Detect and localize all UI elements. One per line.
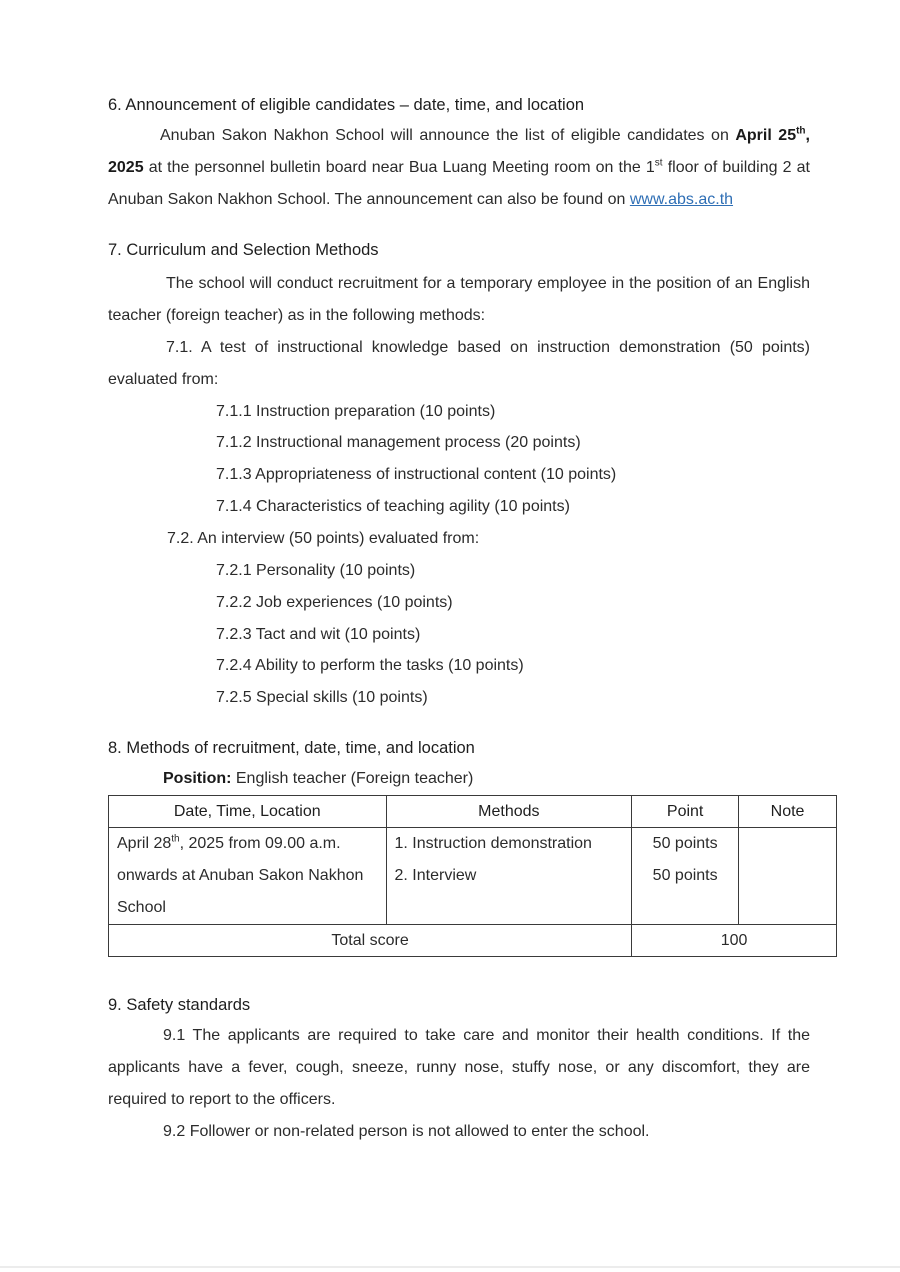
announce-date: April 25th, 2025 xyxy=(108,125,810,176)
table-header-row xyxy=(109,796,837,828)
safety-9-1: 9.1 The applicants are required to take care and monitor their health conditions. If the applicants have a fever, cough, sneeze, runny nose, stuffy nose, or any discomfort, they are required to report to the officers. xyxy=(108,1027,810,1108)
table-total-row xyxy=(109,925,837,957)
note-cell xyxy=(739,828,837,925)
safety-9-2: 9.2 Follower or non-related person is not allowed to enter the school. xyxy=(163,1123,650,1140)
list-item: 7.1.3 Appropriateness of instructional content (10 points) xyxy=(216,466,617,483)
list-item: 7.2.3 Tact and wit (10 points) xyxy=(216,626,421,643)
page-edge xyxy=(0,1266,900,1268)
col-header-point: Point xyxy=(632,796,739,828)
section-7-heading: 7. Curriculum and Selection Methods xyxy=(108,241,379,259)
point-value: 50 points xyxy=(652,835,718,852)
section-9-heading: 9. Safety standards xyxy=(108,996,251,1014)
section-6-paragraph xyxy=(108,120,810,216)
total-label: Total score xyxy=(109,925,632,957)
col-header-methods: Methods xyxy=(386,796,632,828)
list-item: 7.2.4 Ability to perform the tasks (10 points) xyxy=(216,657,524,674)
list-item: 7.1.1 Instruction preparation (10 points) xyxy=(216,403,496,420)
method-item: 2. Interview xyxy=(394,867,477,884)
point-value: 50 points xyxy=(652,867,718,884)
s6-text-2: at the personnel bulletin board near Bua Luang Meeting room on the 1 xyxy=(143,159,655,176)
position-line xyxy=(163,767,473,791)
section-8-heading: 8. Methods of recruitment, date, time, and location xyxy=(108,739,475,757)
position-label: Position: xyxy=(163,770,232,787)
col-header-note: Note xyxy=(739,796,837,828)
website-link[interactable]: www.abs.ac.th xyxy=(629,191,734,208)
methods-cell xyxy=(386,828,632,925)
list-item: 7.2.5 Special skills (10 points) xyxy=(216,689,428,706)
method-item: 1. Instruction demonstration xyxy=(394,835,592,852)
list-item: 7.2.1 Personality (10 points) xyxy=(216,562,416,579)
position-value: English teacher (Foreign teacher) xyxy=(231,770,474,787)
section-7-intro: The school will conduct recruitment for a temporary employee in the position of an English teacher (foreign teacher) as in the following methods: xyxy=(108,275,810,324)
section-6-heading: 6. Announcement of eligible candidates – date, time, and location xyxy=(108,96,585,114)
list-item: 7.1.4 Characteristics of teaching agility (10 points) xyxy=(216,498,570,515)
method-7-1: 7.1. A test of instructional knowledge based on instruction demonstration (50 points) evaluated from: xyxy=(108,339,810,388)
table-row xyxy=(109,828,837,925)
date-cell: April 28th, 2025 from 09.00 a.m. onwards at Anuban Sakon Nakhon School xyxy=(109,828,387,925)
s6-text-3: floor of building 2 at Anuban Sakon Nakhon School. The announcement can also be found on xyxy=(108,159,810,208)
floor-ordinal: st xyxy=(654,157,663,169)
col-header-date: Date, Time, Location xyxy=(109,796,387,828)
recruitment-table xyxy=(108,795,837,957)
list-item: 7.2.2 Job experiences (10 points) xyxy=(216,594,453,611)
total-value: 100 xyxy=(632,925,837,957)
s6-text-1: Anuban Sakon Nakhon School will announce the list of eligible candidates on xyxy=(160,127,736,144)
method-7-2: 7.2. An interview (50 points) evaluated from: xyxy=(167,530,480,547)
points-cell xyxy=(632,828,739,925)
list-item: 7.1.2 Instructional management process (20 points) xyxy=(216,434,581,451)
